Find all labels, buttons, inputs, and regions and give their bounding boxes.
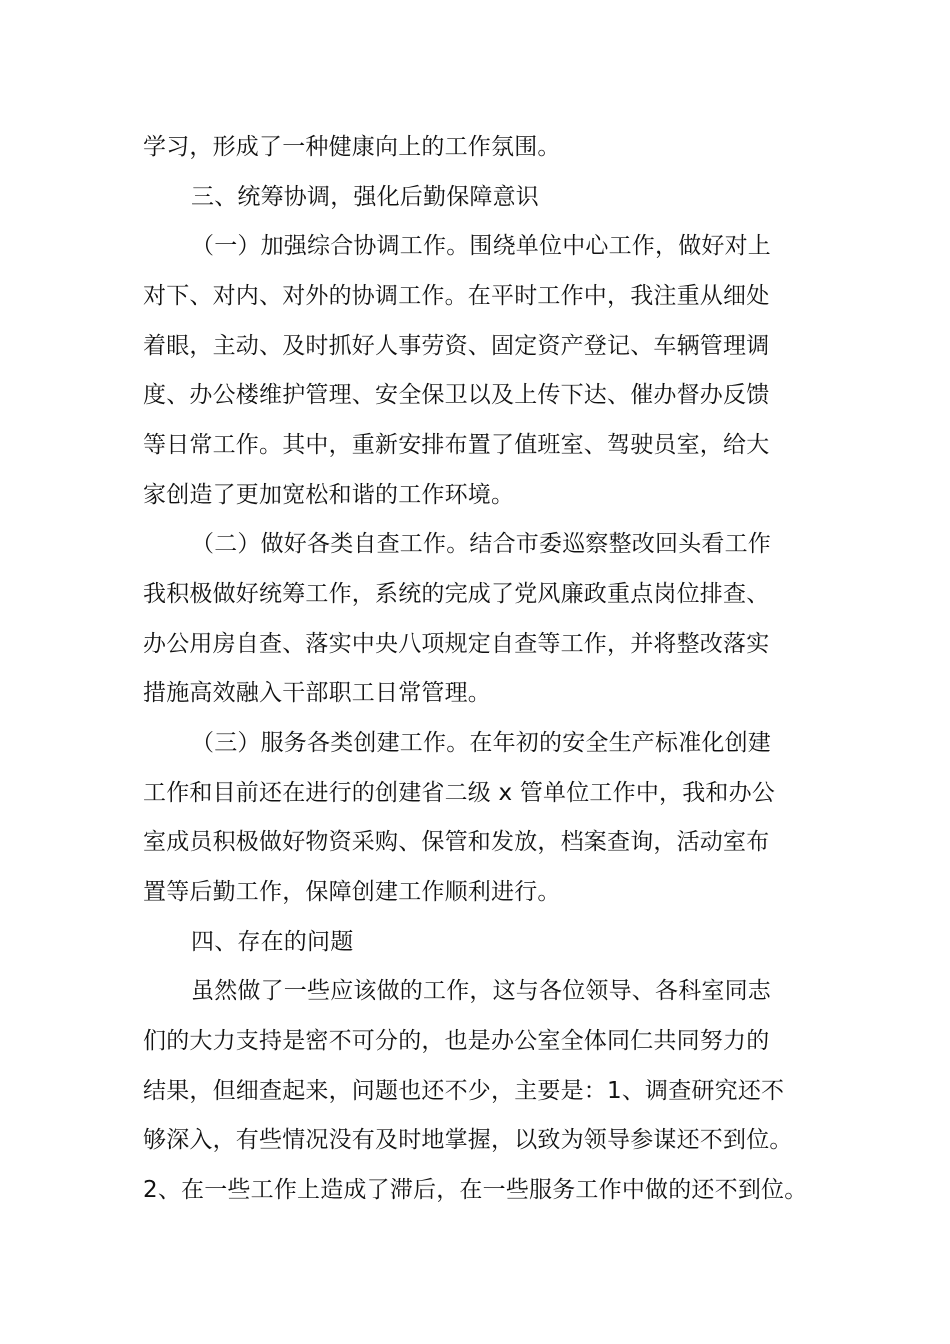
section-heading-4: 四、存在的问题 [191,929,354,955]
section-heading-3: 三、统筹协调，强化后勤保障意识 [191,184,539,210]
text-line-8: 家创造了更加宽松和谐的工作环境。 [143,482,515,508]
text-line-11: 办公用房自查、落实中央八项规定自查等工作，并将整改落实 [143,631,770,657]
text-line-16: 置等后勤工作，保障创建工作顺利进行。 [143,879,561,905]
text-line-22: 2、在一些工作上造成了滞后，在一些服务工作中做的还不到位。 [143,1177,808,1203]
text-line-15: 室成员积极做好物资采购、保管和发放，档案查询，活动室布 [143,829,770,855]
text-line-10: 我积极做好统筹工作，系统的完成了党风廉政重点岗位排查、 [143,581,770,607]
text-line-12: 措施高效融入干部职工日常管理。 [143,680,491,706]
text-line-4: 对下、对内、对外的协调工作。在平时工作中，我注重从细处 [143,283,770,309]
paragraph-start-2: （二）做好各类自查工作。结合市委巡察整改回头看工作 [191,531,771,557]
paragraph-start-1: （一）加强综合协调工作。围绕单位中心工作，做好对上 [191,233,771,259]
text-line-19: 们的大力支持是密不可分的，也是办公室全体同仁共同努力的 [143,1028,770,1054]
text-line-14: 工作和目前还在进行的创建省二级 x 管单位工作中，我和办公 [143,780,776,806]
text-line-20: 结果，但细查起来，问题也还不少，主要是：1、调查研究还不 [143,1078,785,1104]
text-line-1: 学习，形成了一种健康向上的工作氛围。 [143,134,561,160]
text-line-6: 度、办公楼维护管理、安全保卫以及上传下达、催办督办反馈 [143,382,770,408]
text-line-21: 够深入，有些情况没有及时地掌握，以致为领导参谋还不到位。 [143,1127,793,1153]
paragraph-start-4: 虽然做了一些应该做的工作，这与各位领导、各科室同志 [191,978,771,1004]
text-line-7: 等日常工作。其中，重新安排布置了值班室、驾驶员室，给大 [143,432,770,458]
paragraph-start-3: （三）服务各类创建工作。在年初的安全生产标准化创建 [191,730,771,756]
text-line-5: 着眼，主动、及时抓好人事劳资、固定资产登记、车辆管理调 [143,333,770,359]
